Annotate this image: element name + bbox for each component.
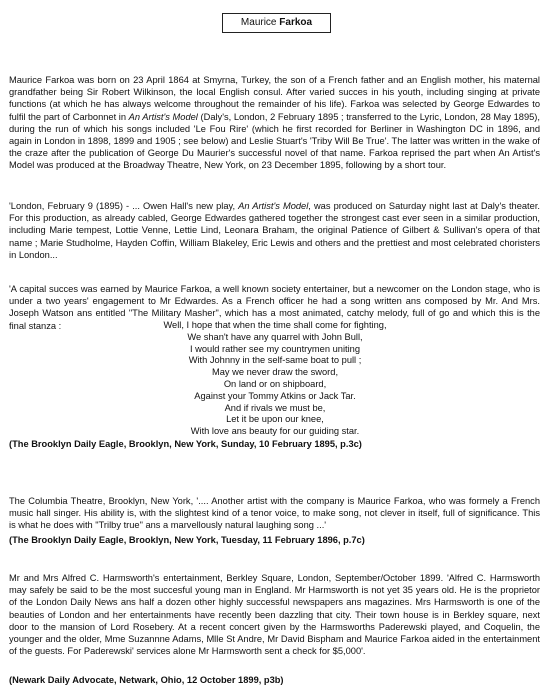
london-text-2: , was produced on Saturday night last at Daly's theater. For this production, as already cabled, George Edwardes gathered together the strongest cast ever seen in a similar production, including Marie tempest, Lottie Venne, Lettie Lind, Leonara Braham, the original Patience of Gilbert & Sullivan's opera of that name ; Marie Studholme, Hayden Coffin, William Blakeley, Eric Lewis and others and the prettiest and most celebrated choristers in London... (9, 201, 540, 260)
stanza-line: Well, I hope that when the time shall come for fighting, (163, 320, 387, 330)
stanza-line: On land or on shipboard, (223, 378, 327, 389)
source-citation-3: (Newark Daily Advocate, Netwark, Ohio, 12 October 1899, p3b) (9, 675, 284, 685)
title-first: Maurice (240, 17, 280, 28)
london-report-paragraph (9, 200, 540, 261)
song-stanza (60, 320, 490, 438)
source-citation-1: (The Brooklyn Daily Eagle, Brooklyn, New York, Sunday, 10 February 1895, p.3c) (9, 439, 362, 449)
stanza-line: I would rather see my countrymen uniting (189, 343, 360, 354)
stanza-line: Let it be upon our knee, (226, 414, 324, 425)
stanza-line: With Johnny in the self-same boat to pull ; (188, 355, 362, 366)
columbia-theatre-paragraph: The Columbia Theatre, Brooklyn, New York, '.... Another artist with the company is Maurice Farkoa, who was formely a French music hall singer. His ability is, with the slightest kind of a tenor voice, to make song, not clever in itself, full of significance. This is what he does with "Trilby true" ans a marvellously natural laughing song ...' (9, 496, 540, 531)
london-text-1: 'London, February 9 (1895) - ... Owen Hall's new play, (9, 201, 239, 211)
bio-italic-title: An Artist's Model (128, 111, 198, 122)
stanza-line: We shan't have any quarrel with John Bull, (187, 331, 363, 342)
stanza-line: May we never draw the sword, (211, 367, 339, 378)
title-last: Farkoa (279, 17, 313, 28)
page-title (222, 13, 331, 33)
harmsworth-paragraph: Mr and Mrs Alfred C. Harmsworth's entertainment, Berkley Square, London, September/October 1899. 'Alfred C. Harmsworth may safely be said to be the most succesful young man in England. Mr Harmsworth is not yet 35 years old. He is the proprietor of the London Daily News ans half a dozen other highly successful newspapers ans magazines. Mrs Harmsworth is one of the beauties of London and her entertainments have recently been dazzling that city. Their town house is in Berkley square, next door to the mansion of Lord Rosebery. At a recent concert given by the Harmsworths Paderewski played, and Coquelin, the younger and the older, Mme Suzannne Adams, Mlle St Andre, Mr David Bispham and Maurice Farkoa aided in the entertainment of the guests. For Paderewski' services alone Mr Harmsworth sent a check for $5,000'. (9, 573, 540, 657)
source-citation-2: (The Brooklyn Daily Eagle, Brooklyn, New York, Tuesday, 11 February 1896, p.7c) (9, 535, 365, 545)
stanza-line: And if rivals we must be, (224, 402, 326, 413)
london-italic-title: An Artist's Model (238, 201, 309, 211)
stanza-line: With love ans beauty for our guiding star. (190, 426, 360, 437)
bio-text-2: (Daly's, London, 2 February 1895 ; transferred to the Lyric, London, 28 May 1895), during the run of which his songs included 'Le Fou Rire' (which he first recorded for Berliner in Washington DC in 1896, and again in London in 1898, 1899 and 1905 ; see below) and Leslie Stuart's 'Triby Will Be True'. The latter was written in the wake of the craze after the publication of George Du Maurier's successful novel of that name. Farkoa reprised the part when An Artist's Model was produced at the Broadway Theatre, New York, on 23 December 1895, following by a short tour. (9, 111, 540, 171)
capital-success-paragraph: 'A capital succes was earned by Maurice Farkoa, a well known society entertainer, but a newcomer on the London stage, who is under a two years' engagement to Mr Edwardes. As a French officer he had a song written ans composed by Mr. And Mrs. Joseph Watson ans entitled "The Military Masher", which has a most animated, catchy melody, full of go and which this is the final stanza : (9, 284, 540, 331)
bio-text-1: Maurice Farkoa was born on 23 April 1864 at Smyrna, Turkey, the son of a French father and an English mother, his maternal grandfather being Sir Robert Wilkinson, the local English consul. After varied succes in his youth, including singing at private functions (at which he has always welcome throughout the remainder of his life). Farkoa was selected by George Edwardes to fulfil the part of Carbonnet in (9, 75, 540, 122)
stanza-line: Against your Tommy Atkins or Jack Tar. (194, 390, 356, 401)
biography-paragraph (9, 74, 540, 172)
